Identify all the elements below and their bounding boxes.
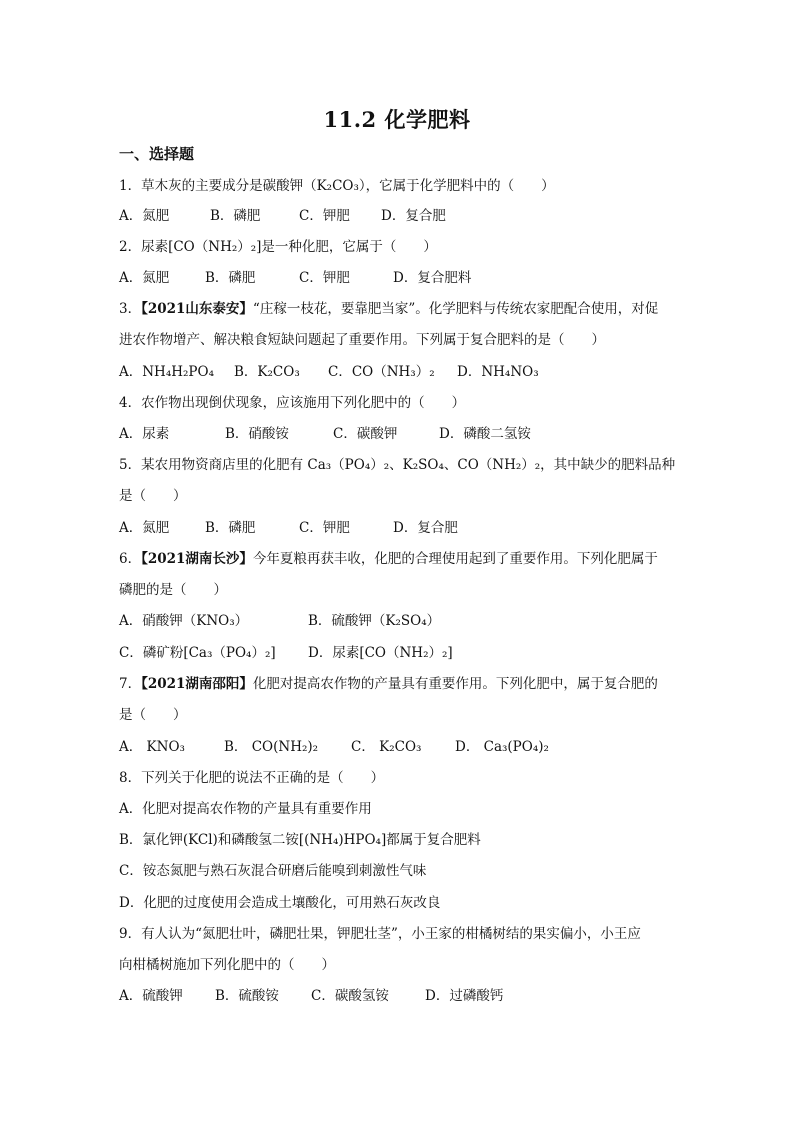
option-d: D．磷酸二氢铵 [439, 426, 531, 442]
option-d: D．NH₄NO₃ [457, 364, 539, 380]
option-d: D． Ca₃(PO₄)₂ [455, 739, 549, 755]
source-tag: 【2021湖南长沙】 [141, 551, 253, 567]
option-d: D．复合肥 [393, 520, 458, 536]
question-7-text [119, 675, 658, 693]
option-b: B． CO(NH₂)₂ [224, 739, 319, 755]
option-b: B．磷肥 [210, 208, 261, 224]
question-3-text-cont: 进农作物增产、解决粮食短缺问题起了重要作用。下列属于复合肥料的是（ ） [119, 332, 605, 348]
question-number: 7． [119, 676, 142, 692]
option-a: A．氮肥 [119, 520, 170, 536]
option-c: C．磷矿粉[Ca₃（PO₄）₂] [119, 645, 276, 661]
option-a: A．氮肥 [119, 208, 170, 224]
question-6-text-cont: 磷肥的是（ ） [119, 582, 227, 598]
source-tag: 【2021山东泰安】 [141, 301, 253, 317]
question-1-text: 1．草木灰的主要成分是碳酸钾（K₂CO₃），它属于化学肥料中的（ ） [119, 178, 555, 194]
question-9-text-cont: 向柑橘树施加下列化肥中的（ ） [119, 957, 335, 973]
question-5-text-cont: 是（ ） [119, 488, 187, 504]
option-c: C．钾肥 [299, 520, 350, 536]
option-a: A．硝酸钾（KNO₃） [119, 613, 249, 629]
question-number: 3． [119, 301, 142, 317]
option-b: B．K₂CO₃ [234, 364, 300, 380]
question-9-text: 9．有人认为“氮肥壮叶，磷肥壮果，钾肥壮茎”，小王家的柑橘树结的果实偏小，小王应 [119, 926, 641, 942]
question-stem: 今年夏粮再获丰收，化肥的合理使用起到了重要作用。下列化肥属于 [252, 551, 658, 567]
question-7-text-cont: 是（ ） [119, 707, 187, 723]
option-b: B．磷肥 [205, 520, 256, 536]
question-8-option-c: C．铵态氮肥与熟石灰混合研磨后能嗅到刺激性气味 [119, 863, 427, 879]
page-title: 11.2 化学肥料 [323, 107, 471, 132]
option-a: A．NH₄H₂PO₄ [119, 364, 214, 380]
question-2-text: 2．尿素[CO（NH₂）₂]是一种化肥，它属于（ ） [119, 239, 437, 255]
option-d: D．复合肥料 [393, 270, 472, 286]
question-4-text: 4．农作物出现倒伏现象，应该施用下列化肥中的（ ） [119, 395, 466, 411]
option-b: B．磷肥 [205, 270, 256, 286]
option-a: A． KNO₃ [119, 739, 185, 755]
option-a: A．硫酸钾 [119, 988, 183, 1004]
option-a: A．尿素 [119, 426, 170, 442]
option-c: C．钾肥 [299, 208, 350, 224]
question-5-text: 5．某农用物资商店里的化肥有 Ca₃（PO₄）₂、K₂SO₄、CO（NH₂）₂，其中缺少的肥料品种 [119, 457, 676, 473]
option-d: D．过磷酸钙 [425, 988, 504, 1004]
option-d: D．复合肥 [381, 208, 446, 224]
option-b: B．硫酸钾（K₂SO₄） [308, 613, 441, 629]
question-8-option-b: B．氯化钾(KCl)和磷酸氢二铵[(NH₄)HPO₄]都属于复合肥料 [119, 832, 481, 848]
question-8-text: 8．下列关于化肥的说法不正确的是（ ） [119, 770, 385, 786]
option-c: C．碳酸钾 [333, 426, 398, 442]
question-6-text [119, 550, 658, 568]
option-a: A．氮肥 [119, 270, 170, 286]
option-c: C．钾肥 [299, 270, 350, 286]
option-c: C． K₂CO₃ [351, 739, 422, 755]
question-3-text [119, 300, 658, 318]
question-8-option-d: D．化肥的过度使用会造成土壤酸化，可用熟石灰改良 [119, 895, 441, 911]
option-b: B．硝酸铵 [225, 426, 289, 442]
source-tag: 【2021湖南邵阳】 [141, 676, 253, 692]
option-c: C．CO（NH₃）₂ [328, 364, 435, 380]
option-c: C．碳酸氢铵 [311, 988, 389, 1004]
question-8-option-a: A．化肥对提高农作物的产量具有重要作用 [119, 801, 372, 817]
question-number: 6． [119, 551, 142, 567]
option-d: D．尿素[CO（NH₂）₂] [308, 645, 453, 661]
option-b: B．硫酸铵 [215, 988, 279, 1004]
question-stem: 化肥对提高农作物的产量具有重要作用。下列化肥中，属于复合肥的 [252, 676, 658, 692]
question-stem: “庄稼一枝花，要靠肥当家”。化学肥料与传统农家肥配合使用，对促 [252, 301, 659, 317]
section-heading: 一、选择题 [119, 145, 195, 163]
